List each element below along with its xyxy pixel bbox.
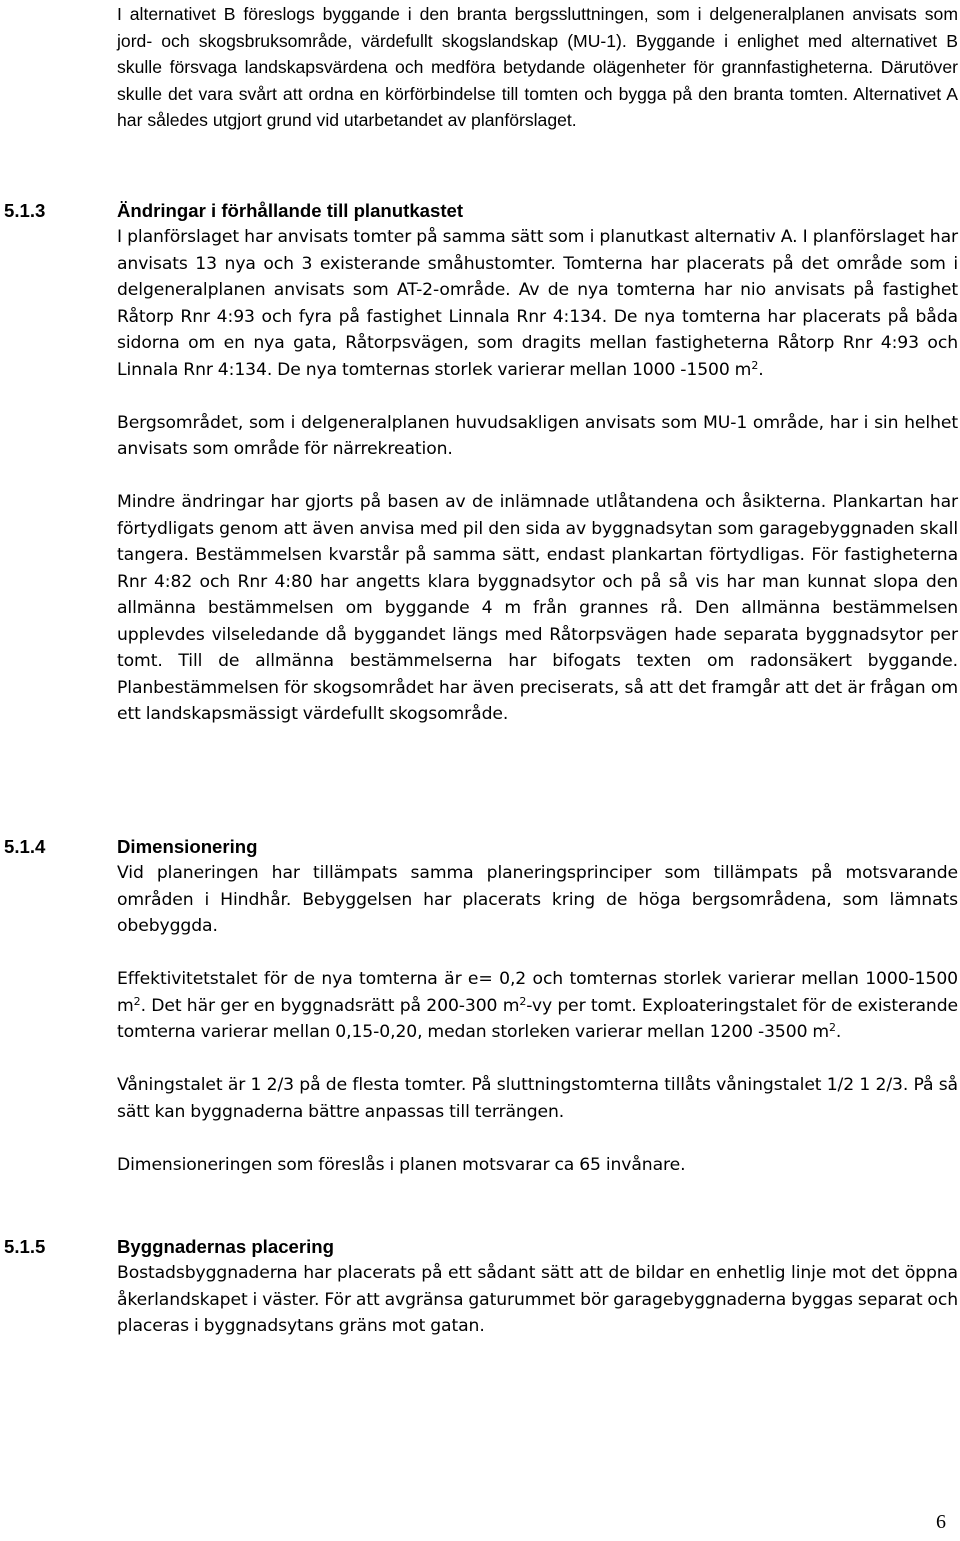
paragraph: Våningstalet är 1 2/3 på de flesta tomter. På sluttningstomterna tillåts våningstalet 1/2 1 2/3. På så sätt kan byggnaderna bättre anpassas till terrängen.: [117, 1075, 958, 1122]
paragraph-text: -vy per tomt. Exploateringstalet för de existerande tomterna varierar mellan 0,15-0,20, medan storleken varierar mellan 1200 -3500 m: [117, 995, 958, 1042]
paragraph: Vid planeringen har tillämpats samma planeringsprinciper som tillämpats på motsvarande områden i Hindhår. Bebyggelsen har placerats kring de höga bergsområdena, som lämnats obebyggda.: [117, 863, 958, 936]
section-heading: [4, 834, 958, 861]
section-body: [117, 860, 958, 1178]
paragraph-text: . Det här ger en byggnadsrätt på 200-300 m: [140, 995, 520, 1016]
section-number: 5.1.3: [4, 200, 46, 221]
section-title: Dimensionering: [117, 836, 258, 857]
paragraph: Mindre ändringar har gjorts på basen av de inlämnade utlåtandena och åsikterna. Plankartan har förtydligats genom att även anvisa med pil den sida av byggnadsytan som garagebyggnaden skall tangera. Bestämmelsen kvarstår på samma sätt, endast plankartan förtydligas. För fastigheterna Rnr 4:82 och Rnr 4:80 har angetts klara byggnadsytor och på så vis har man kunnat slopa den allmänna bestämmelsen om byggande 4 m från grannes rå. Den allmänna bestämmelsen upplevdes vilseledande då byggandet längs med Råtorpsvägen hade separata byggnadsytor per tomt. Till de allmänna bestämmelserna har bifogats texten om radonsäkert byggande. Planbestämmelsen för skogsområdet har även preciserats, så att det framgår att det är frågan om ett landskapsmässigt värdefullt skogsområde.: [117, 492, 958, 724]
paragraph: Dimensioneringen som föreslås i planen motsvarar ca 65 invånare.: [117, 1154, 686, 1175]
paragraph-text: I planförslaget har anvisats tomter på samma sätt som i planutkast alternativ A. I planförslaget har anvisats 13 nya och 3 existerande småhustomter. Tomterna har placerats på det område som i delgeneralplanen anvisats som AT-2-område. Av de nya tomterna har nio anvisats på fastighet Råtorp Rnr 4:93 och fyra på fastighet Linnala Rnr 4:134. De nya tomterna har placerats på båda sidorna om en nya gata, Råtorpsvägen, som dragits mellan fastigheterna Råtorp Rnr 4:93 och Linnala Rnr 4:134. De nya tomternas storlek varierar mellan 1000 -1500 m: [117, 227, 958, 380]
section-body: [117, 1260, 958, 1340]
paragraph-text: Effektivitetstalet för de nya tomterna är e= 0,2 och tomternas storlek varierar mellan 1000-1500 m: [117, 969, 958, 1016]
section-title: Ändringar i förhållande till planutkastet: [117, 200, 464, 221]
section-heading: [4, 1234, 958, 1261]
page-number: 6: [936, 1511, 946, 1533]
paragraph: [117, 224, 958, 383]
section-heading: [4, 198, 958, 225]
section-number: 5.1.4: [4, 836, 46, 857]
section-number: 5.1.5: [4, 1236, 46, 1257]
section-title: Byggnadernas placering: [117, 1236, 334, 1257]
superscript: 2: [133, 994, 141, 1008]
paragraph-text: .: [758, 359, 764, 380]
intro-paragraph: I alternativet B föreslogs byggande i den branta bergssluttningen, som i delgeneralplanen anvisats som jord- och skogsbruksområde, värdefullt skogslandskap (MU-1). Byggande i enlighet med alternativet B skulle försvaga landskapsvärdena och medföra betydande olägenheter för grannfastigheterna. Därutöver skulle det vara svårt att ordna en körförbindelse till tomten och bygga på den branta tomten. Alternativet A har således utgjort grund vid utarbetandet av planförslaget.: [117, 4, 958, 130]
paragraph-text: .: [835, 1022, 842, 1042]
paragraph: Bergsområdet, som i delgeneralplanen huvudsakligen anvisats som MU-1 område, har i sin helhet anvisats som område för närrekreation.: [117, 412, 958, 459]
superscript: 2: [829, 1021, 836, 1034]
section-body: [117, 224, 958, 728]
superscript: 2: [751, 358, 759, 372]
paragraph: [117, 966, 958, 1046]
superscript: 2: [519, 994, 527, 1008]
paragraph: Bostadsbyggnaderna har placerats på ett sådant sätt att de bildar en enhetlig linje mot det öppna åkerlandskapet i väster. För att avgränsa gaturummet bör garagebyggnaderna byggas separat och placeras i byggnadsytans gräns mot gatan.: [117, 1263, 958, 1336]
